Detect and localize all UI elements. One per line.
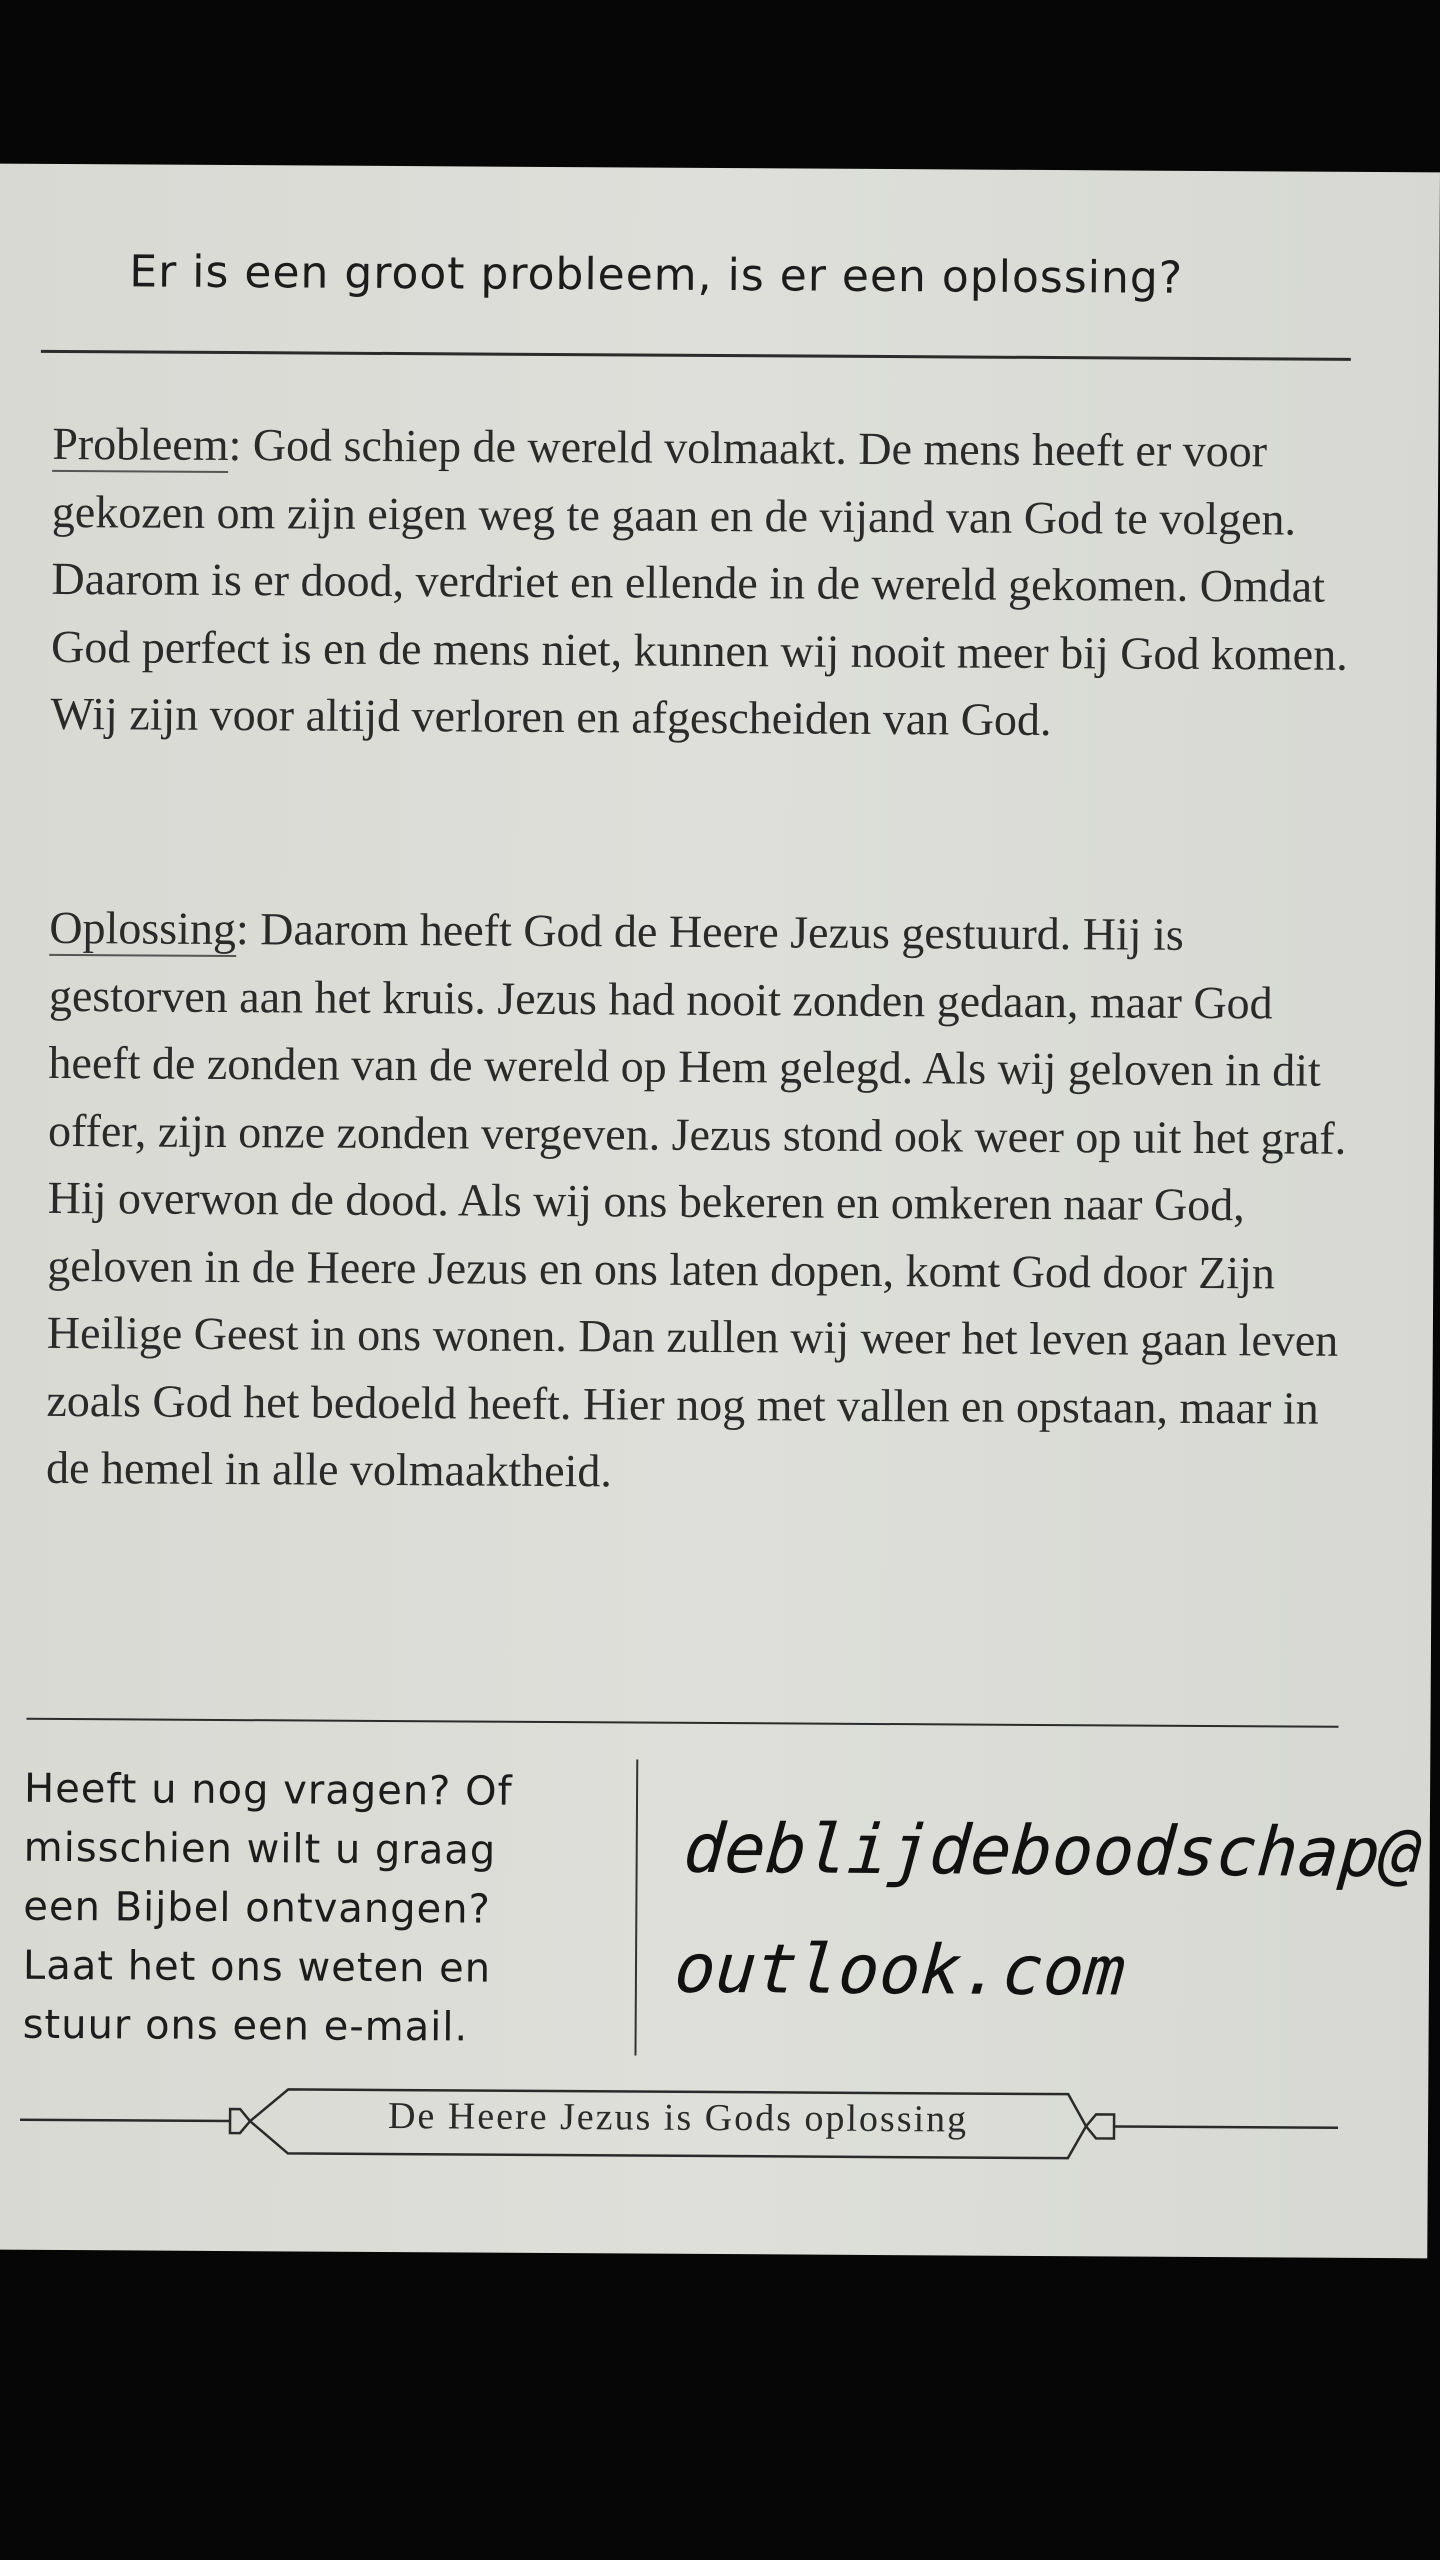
vertical-divider — [634, 1760, 638, 2056]
solution-paragraph — [46, 894, 1360, 1509]
contact-line: misschien wilt u graag — [23, 1824, 497, 1874]
middle-divider — [27, 1718, 1339, 1728]
contact-line: Heeft u nog vragen? Of — [23, 1765, 513, 1815]
email-line: outlook.com — [671, 1929, 1129, 2012]
contact-message — [22, 1760, 604, 2059]
top-divider — [41, 350, 1351, 361]
banner-text: De Heere Jezus is Gods oplossing — [387, 2095, 969, 2141]
contact-line: stuur ons een e-mail. — [22, 2001, 469, 2051]
email-address — [670, 1790, 1424, 2034]
solution-label: Oplossing — [49, 902, 236, 957]
problem-paragraph — [50, 410, 1362, 755]
contact-line: Laat het ons weten en — [22, 1942, 492, 1992]
card-title: Er is een groot probleem, is er een oplossing? — [129, 246, 1184, 304]
tract-card — [0, 164, 1440, 2259]
solution-text: : Daarom heeft God de Heere Jezus gestuurd. Hij is gestorven aan het kruis. Jezus had nooit zonden gedaan, maar God heeft de zonden van de wereld op Hem gelegd. Als wij geloven in dit offer, zijn onze zonden vergeven. Jezus stond ook weer op uit het graf. Hij overwon de dood. Als wij ons bekeren en omkeren naar God, geloven in de Heere Jezus en ons laten dopen, komt God door Zijn Heilige Geest in ons wonen. Dan zullen wij weer het leven gaan leven zoals God het bedoeld heeft. Hier nog met vallen en opstaan, maar in de hemel in alle volmaaktheid. — [45, 903, 1347, 1497]
email-line: deblijdeboodschap@ — [680, 1809, 1424, 1894]
contact-line: een Bijbel ontvangen? — [23, 1883, 491, 1933]
problem-label: Probleem — [52, 418, 229, 473]
problem-text: : God schiep de wereld volmaakt. De mens heeft er voor gekozen om zijn eigen weg te gaan en de vijand van God te volgen. Daarom is er dood, verdriet en ellende in de wereld gekomen. Omdat God perfect is en de mens niet, kunnen wij nooit meer bij God komen. Wij zijn voor altijd verloren en afgescheiden van God. — [50, 419, 1348, 746]
